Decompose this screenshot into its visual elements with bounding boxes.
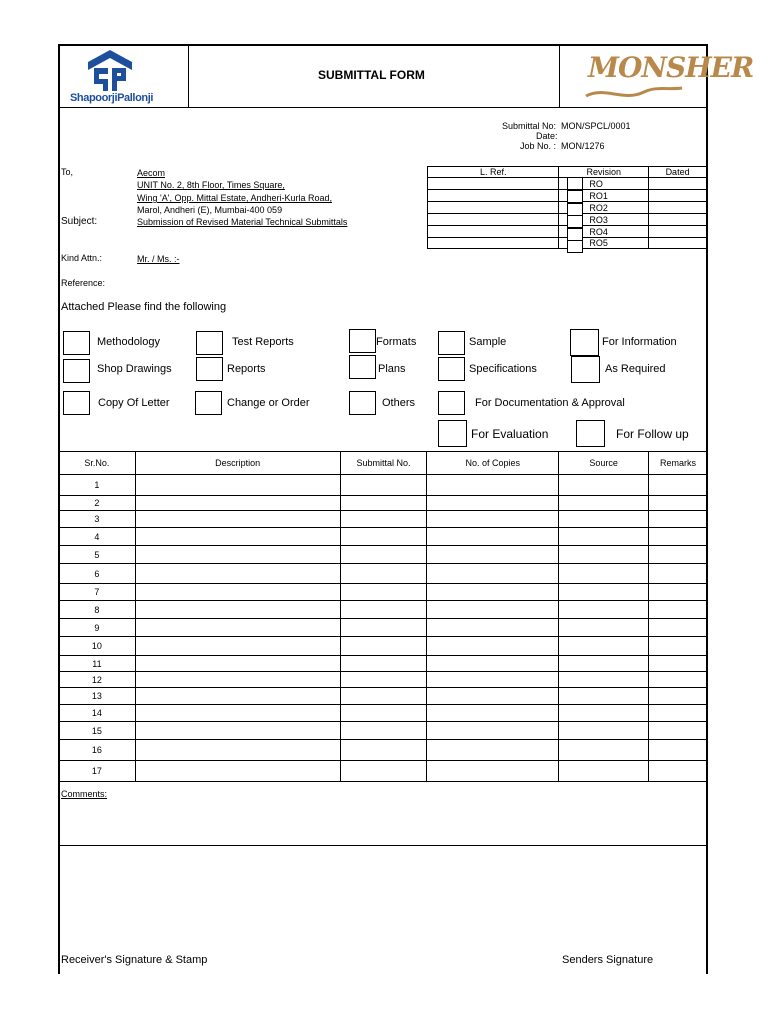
row-cell[interactable] [427, 705, 559, 722]
row-cell[interactable] [649, 637, 708, 656]
label-plans: Plans [378, 363, 406, 375]
rev-checkbox-ro[interactable] [567, 177, 583, 190]
row-cell[interactable] [340, 584, 427, 601]
row-srno: 14 [59, 705, 136, 722]
row-cell[interactable] [427, 475, 559, 496]
submittal-no-value: MON/SPCL/0001 [561, 121, 631, 131]
row-cell[interactable] [559, 672, 649, 688]
shapoorji-logo-text: ShapoorjiPallonji [70, 92, 154, 104]
row-cell[interactable] [427, 511, 559, 528]
address-line-3: Wing 'A', Opp. Mittal Estate, Andheri-Kurla Road, [137, 193, 333, 203]
label-shop-drawings: Shop Drawings [97, 363, 172, 375]
row-cell[interactable] [559, 564, 649, 584]
comments-label: Comments: [61, 789, 108, 799]
sender-signature-label: Senders Signature [562, 954, 654, 966]
col-header-copies: No. of Copies [427, 452, 559, 475]
rev-ro: RO [559, 178, 649, 190]
row-cell[interactable] [427, 740, 559, 761]
row-cell[interactable] [559, 656, 649, 672]
table-row [59, 619, 708, 637]
row-cell[interactable] [340, 740, 427, 761]
row-cell[interactable] [135, 619, 340, 637]
row-cell[interactable] [340, 688, 427, 705]
label-others: Others [382, 397, 416, 409]
row-cell[interactable] [559, 688, 649, 705]
col-header-remarks: Remarks [649, 452, 708, 475]
row-cell[interactable] [649, 761, 708, 782]
header-right-divider [559, 44, 560, 108]
address-line-2: UNIT No. 2, 8th Floor, Times Square, [137, 180, 285, 190]
form-title: SUBMITTAL FORM [318, 68, 425, 82]
row-cell[interactable] [559, 528, 649, 546]
table-row [59, 637, 708, 656]
row-srno: 9 [59, 619, 136, 637]
checkbox-copy-of-letter[interactable] [63, 391, 90, 415]
label-for-documentation: For Documentation & Approval [475, 397, 625, 409]
table-row [59, 511, 708, 528]
row-cell[interactable] [427, 528, 559, 546]
row-cell[interactable] [135, 528, 340, 546]
row-srno: 13 [59, 688, 136, 705]
signature-area[interactable] [60, 848, 706, 948]
row-cell[interactable] [559, 496, 649, 511]
table-row [59, 475, 708, 496]
table-row [59, 688, 708, 705]
row-cell[interactable] [135, 761, 340, 782]
row-srno: 17 [59, 761, 136, 782]
checkbox-sample[interactable] [438, 331, 465, 355]
rev-header-lref: L. Ref. [428, 167, 559, 178]
row-cell[interactable] [135, 475, 340, 496]
row-cell[interactable] [559, 761, 649, 782]
row-cell[interactable] [559, 705, 649, 722]
row-cell[interactable] [340, 637, 427, 656]
table-row [59, 528, 708, 546]
row-cell[interactable] [135, 511, 340, 528]
table-row [59, 584, 708, 601]
row-cell[interactable] [135, 564, 340, 584]
row-cell[interactable] [340, 619, 427, 637]
rev-checkbox-ro3[interactable] [567, 215, 583, 228]
row-cell[interactable] [340, 511, 427, 528]
row-srno: 11 [59, 656, 136, 672]
label-for-information: For Information [602, 336, 677, 348]
comments-divider [58, 845, 708, 846]
checkbox-as-required[interactable] [571, 356, 600, 383]
row-cell[interactable] [559, 546, 649, 564]
monsher-logo: MONSHER [588, 51, 754, 84]
row-cell[interactable] [135, 584, 340, 601]
row-srno: 15 [59, 722, 136, 740]
row-cell[interactable] [427, 619, 559, 637]
checkbox-for-evaluation[interactable] [438, 420, 467, 447]
attached-heading: Attached Please find the following [61, 301, 227, 313]
monsher-swoosh-icon [584, 82, 684, 102]
rev-header-revision: Revision [559, 167, 649, 178]
row-srno: 10 [59, 637, 136, 656]
rev-ro1: RO1 [559, 190, 649, 202]
row-cell[interactable] [340, 722, 427, 740]
row-cell[interactable] [649, 564, 708, 584]
row-cell[interactable] [649, 619, 708, 637]
row-cell[interactable] [340, 705, 427, 722]
row-srno: 5 [59, 546, 136, 564]
label-specifications: Specifications [469, 363, 537, 375]
row-cell[interactable] [649, 528, 708, 546]
label-methodology: Methodology [97, 336, 160, 348]
row-srno: 8 [59, 601, 136, 619]
to-label: To, [61, 167, 74, 177]
header-left-divider [188, 44, 189, 108]
row-cell[interactable] [427, 546, 559, 564]
row-cell[interactable] [649, 705, 708, 722]
rev-header-dated: Dated [649, 167, 707, 178]
col-header-description: Description [135, 452, 340, 475]
row-cell[interactable] [427, 656, 559, 672]
row-cell[interactable] [135, 722, 340, 740]
row-cell[interactable] [427, 688, 559, 705]
label-reports: Reports [227, 363, 266, 375]
row-srno: 12 [59, 672, 136, 688]
row-srno: 6 [59, 564, 136, 584]
label-sample: Sample [469, 336, 507, 348]
label-as-required: As Required [605, 363, 666, 375]
table-row [59, 564, 708, 584]
job-no-label: Job No. : [520, 141, 557, 151]
shapoorji-logo [84, 48, 136, 97]
row-cell[interactable] [649, 496, 708, 511]
label-test-reports: Test Reports [232, 336, 294, 348]
row-srno: 1 [59, 475, 136, 496]
label-for-evaluation: For Evaluation [471, 427, 549, 441]
row-cell[interactable] [135, 496, 340, 511]
table-row [59, 740, 708, 761]
row-cell[interactable] [340, 496, 427, 511]
row-cell[interactable] [559, 511, 649, 528]
row-cell[interactable] [340, 528, 427, 546]
subject-label: Subject: [61, 216, 98, 227]
kind-attn-value: Mr. / Ms. :- [137, 254, 180, 264]
row-cell[interactable] [340, 546, 427, 564]
submittal-no-label: Submittal No: [502, 121, 557, 131]
rev-checkbox-ro5[interactable] [567, 240, 583, 253]
table-row [59, 705, 708, 722]
row-srno: 3 [59, 511, 136, 528]
checkbox-test-reports[interactable] [196, 331, 223, 355]
row-cell[interactable] [649, 688, 708, 705]
row-cell[interactable] [340, 601, 427, 619]
row-cell[interactable] [559, 601, 649, 619]
row-cell[interactable] [559, 722, 649, 740]
table-row [59, 496, 708, 511]
label-change-or-order: Change or Order [227, 397, 310, 409]
row-cell[interactable] [427, 672, 559, 688]
row-cell[interactable] [559, 740, 649, 761]
row-cell[interactable] [427, 564, 559, 584]
row-srno: 7 [59, 584, 136, 601]
row-cell[interactable] [559, 584, 649, 601]
address-line-4: Marol, Andheri (E), Mumbai-400 059 [137, 205, 283, 215]
header-divider [58, 107, 708, 108]
row-cell[interactable] [559, 619, 649, 637]
col-header-srno: Sr.No. [59, 452, 136, 475]
row-cell[interactable] [427, 584, 559, 601]
label-formats: Formats [376, 336, 417, 348]
receiver-signature-label: Receiver's Signature & Stamp [61, 954, 208, 966]
address-line-1: Aecom [137, 168, 166, 178]
kind-attn-label: Kind Attn.: [61, 253, 103, 263]
row-cell[interactable] [649, 511, 708, 528]
rev-ro5: RO5 [559, 238, 649, 249]
checkbox-for-follow-up[interactable] [576, 420, 605, 447]
row-srno: 16 [59, 740, 136, 761]
col-header-submittal-no: Submittal No. [340, 452, 427, 475]
row-cell[interactable] [649, 601, 708, 619]
checkbox-formats[interactable] [349, 329, 376, 353]
row-cell[interactable] [427, 637, 559, 656]
table-row [59, 722, 708, 740]
row-cell[interactable] [649, 672, 708, 688]
row-cell[interactable] [135, 601, 340, 619]
row-cell[interactable] [427, 601, 559, 619]
row-cell[interactable] [340, 761, 427, 782]
row-cell[interactable] [559, 637, 649, 656]
row-cell[interactable] [340, 672, 427, 688]
rev-checkbox-ro1[interactable] [567, 190, 583, 203]
items-table [58, 451, 708, 782]
row-cell[interactable] [427, 722, 559, 740]
table-row [59, 761, 708, 782]
row-cell[interactable] [135, 740, 340, 761]
row-cell[interactable] [135, 656, 340, 672]
row-cell[interactable] [427, 496, 559, 511]
row-cell[interactable] [649, 475, 708, 496]
row-cell[interactable] [340, 656, 427, 672]
table-row [59, 656, 708, 672]
checkbox-for-information[interactable] [570, 329, 599, 356]
label-copy-of-letter: Copy Of Letter [98, 397, 170, 409]
row-cell[interactable] [559, 475, 649, 496]
row-cell[interactable] [649, 740, 708, 761]
checkbox-shop-drawings[interactable] [63, 359, 90, 383]
rev-ro2: RO2 [559, 202, 649, 214]
job-no-value: MON/1276 [561, 141, 605, 151]
row-cell[interactable] [427, 761, 559, 782]
reference-label: Reference: [61, 278, 106, 288]
table-row [59, 672, 708, 688]
row-cell[interactable] [135, 546, 340, 564]
row-cell[interactable] [340, 475, 427, 496]
checkbox-plans[interactable] [349, 355, 376, 379]
row-cell[interactable] [649, 722, 708, 740]
checkbox-for-documentation[interactable] [438, 391, 465, 415]
row-cell[interactable] [340, 564, 427, 584]
row-cell[interactable] [135, 637, 340, 656]
table-row [59, 546, 708, 564]
checkbox-reports[interactable] [196, 357, 223, 381]
row-cell[interactable] [649, 546, 708, 564]
checkbox-methodology[interactable] [63, 331, 90, 355]
col-header-source: Source [559, 452, 649, 475]
rev-ro4: RO4 [559, 226, 649, 238]
comments-area[interactable] [60, 800, 706, 844]
shapoorji-logo-icon [84, 48, 136, 92]
label-for-follow-up: For Follow up [616, 427, 689, 441]
row-srno: 2 [59, 496, 136, 511]
row-cell[interactable] [135, 705, 340, 722]
row-srno: 4 [59, 528, 136, 546]
table-row [59, 601, 708, 619]
row-cell[interactable] [649, 584, 708, 601]
checkbox-others[interactable] [349, 391, 376, 415]
date-label: Date: [536, 131, 558, 141]
subject-value: Submission of Revised Material Technical Submittals [137, 217, 348, 227]
row-cell[interactable] [135, 672, 340, 688]
checkbox-change-or-order[interactable] [195, 391, 222, 415]
checkbox-specifications[interactable] [438, 357, 465, 381]
row-cell[interactable] [135, 688, 340, 705]
rev-ro3: RO3 [559, 214, 649, 226]
row-cell[interactable] [649, 656, 708, 672]
